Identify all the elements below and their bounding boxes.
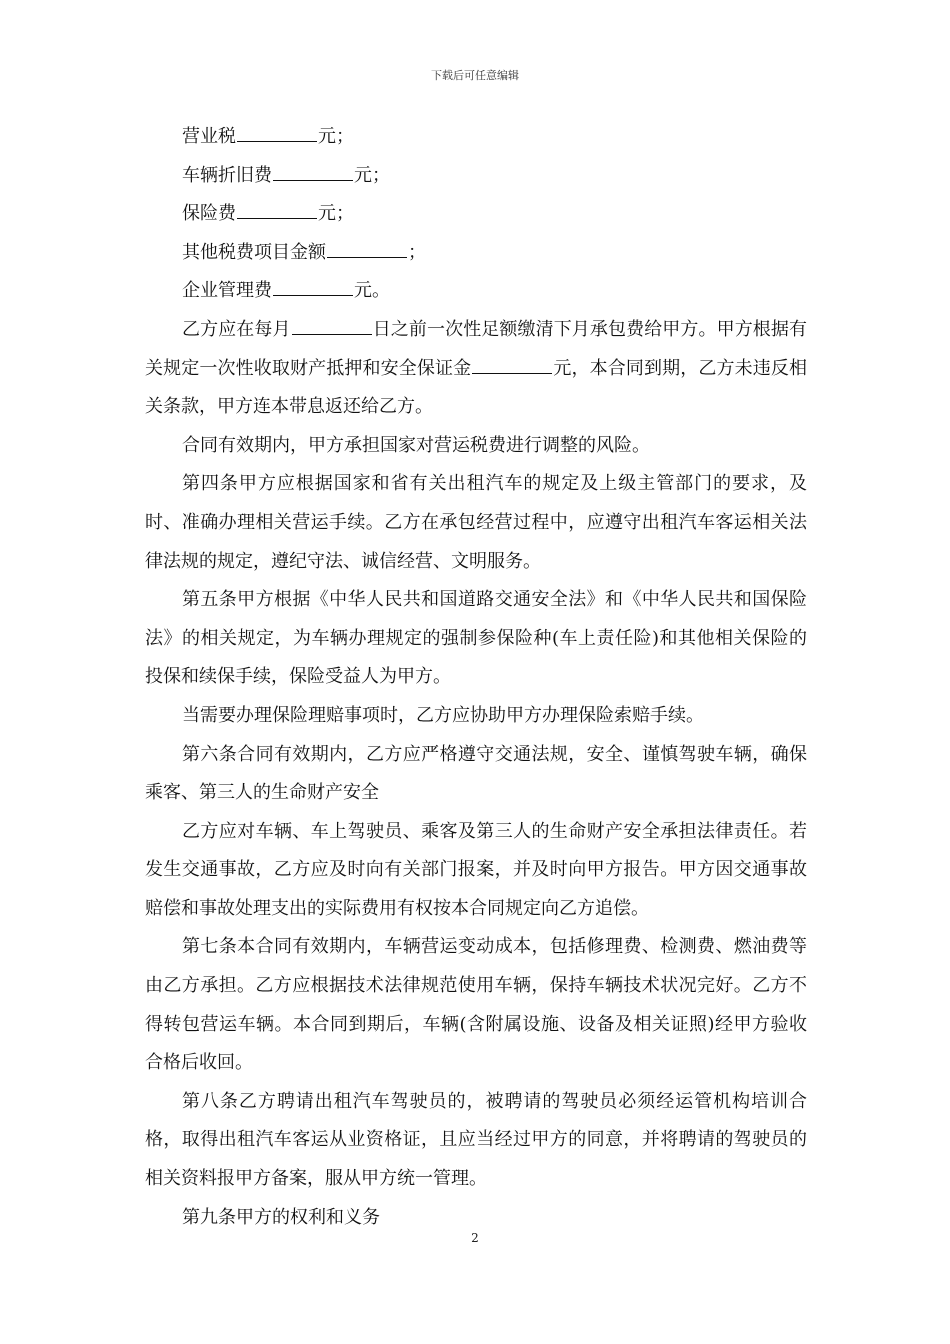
- fee-label: 其他税费项目金额: [182, 241, 326, 263]
- payment-text-1: 乙方应在每月: [182, 318, 291, 340]
- fill-blank: [292, 317, 372, 335]
- liability-paragraph: 乙方应对车辆、车上驾驶员、乘客及第三人的生命财产安全承担法律责任。若发生交通事故，乙方应及时向有关部门报案，并及时向甲方报告。甲方因交通事故赔偿和事故处理支出的实际费用有权按本合同规定向乙方追偿。: [145, 820, 807, 919]
- fee-line-management: [145, 272, 807, 311]
- fee-unit: 元；: [318, 126, 354, 147]
- fill-blank: [237, 201, 317, 219]
- fee-line-business-tax: [145, 118, 807, 157]
- tax-risk-paragraph: 合同有效期内，甲方承担国家对营运税费进行调整的风险。: [182, 434, 650, 456]
- page-number: 2: [471, 1231, 479, 1245]
- article-4-paragraph: 第四条甲方应根据国家和省有关出租汽车的规定及上级主管部门的要求，及时、准确办理相关营运手续。乙方在承包经营过程中，应遵守出租汽车客运相关法律法规的规定，遵纪守法、诚信经营、文明服务。: [145, 473, 807, 572]
- fee-label: 保险费: [182, 203, 236, 225]
- article-6-paragraph: 第六条合同有效期内，乙方应严格遵守交通法规，安全、谨慎驾驶车辆，确保乘客、第三人的生命财产安全: [145, 743, 807, 804]
- article-7-paragraph: 第七条本合同有效期内，车辆营运变动成本，包括修理费、检测费、燃油费等由乙方承担。乙方应根据技术法律规范使用车辆，保持车辆技术状况完好。乙方不得转包营运车辆。本合同到期后，车辆(含附属设施、设备及相关证照)经甲方验收合格后收回。: [145, 936, 807, 1074]
- page-header: 下载后可任意编辑: [431, 69, 519, 82]
- payment-text-2: 日之前一次性足额缴清下月承包费给甲方。甲方根据有关规定一次性收取财产抵押和安全保证金: [145, 318, 808, 379]
- insurance-claims-paragraph: 当需要办理保险理赔事项时，乙方应协助甲方办理保险索赔手续。: [182, 704, 704, 726]
- fill-blank: [273, 163, 353, 181]
- fee-line-other-tax: [145, 234, 807, 273]
- fee-unit: ；: [408, 241, 426, 263]
- payment-text-3: 元，本合同到期，乙方未违反相关条款，甲方连本带息返还给乙方。: [145, 357, 807, 418]
- fee-line-insurance: [145, 195, 807, 234]
- fill-blank: [273, 278, 353, 296]
- fee-unit: 元；: [318, 203, 354, 225]
- fill-blank: [237, 124, 317, 142]
- fee-line-depreciation: [145, 157, 807, 196]
- document-body: [145, 118, 807, 1237]
- fee-unit: 元；: [354, 164, 390, 186]
- article-9-heading: 第九条甲方的权利和义务: [182, 1206, 380, 1228]
- payment-paragraph: [145, 311, 807, 427]
- fee-label: 营业税: [182, 126, 236, 147]
- article-5-paragraph: 第五条甲方根据《中华人民共和国道路交通安全法》和《中华人民共和国保险法》的相关规定，为车辆办理规定的强制参保险种(车上责任险)和其他相关保险的投保和续保手续，保险受益人为甲方。: [145, 589, 807, 688]
- article-8-paragraph: 第八条乙方聘请出租汽车驾驶员的，被聘请的驾驶员必须经运管机构培训合格，取得出租汽车客运从业资格证，且应当经过甲方的同意，并将聘请的驾驶员的相关资料报甲方备案，服从甲方统一管理。: [145, 1090, 807, 1190]
- fill-blank: [472, 356, 552, 374]
- fee-label: 车辆折旧费: [182, 164, 272, 186]
- fee-label: 企业管理费: [182, 280, 272, 302]
- fee-unit: 元。: [354, 280, 390, 302]
- fill-blank: [327, 240, 407, 258]
